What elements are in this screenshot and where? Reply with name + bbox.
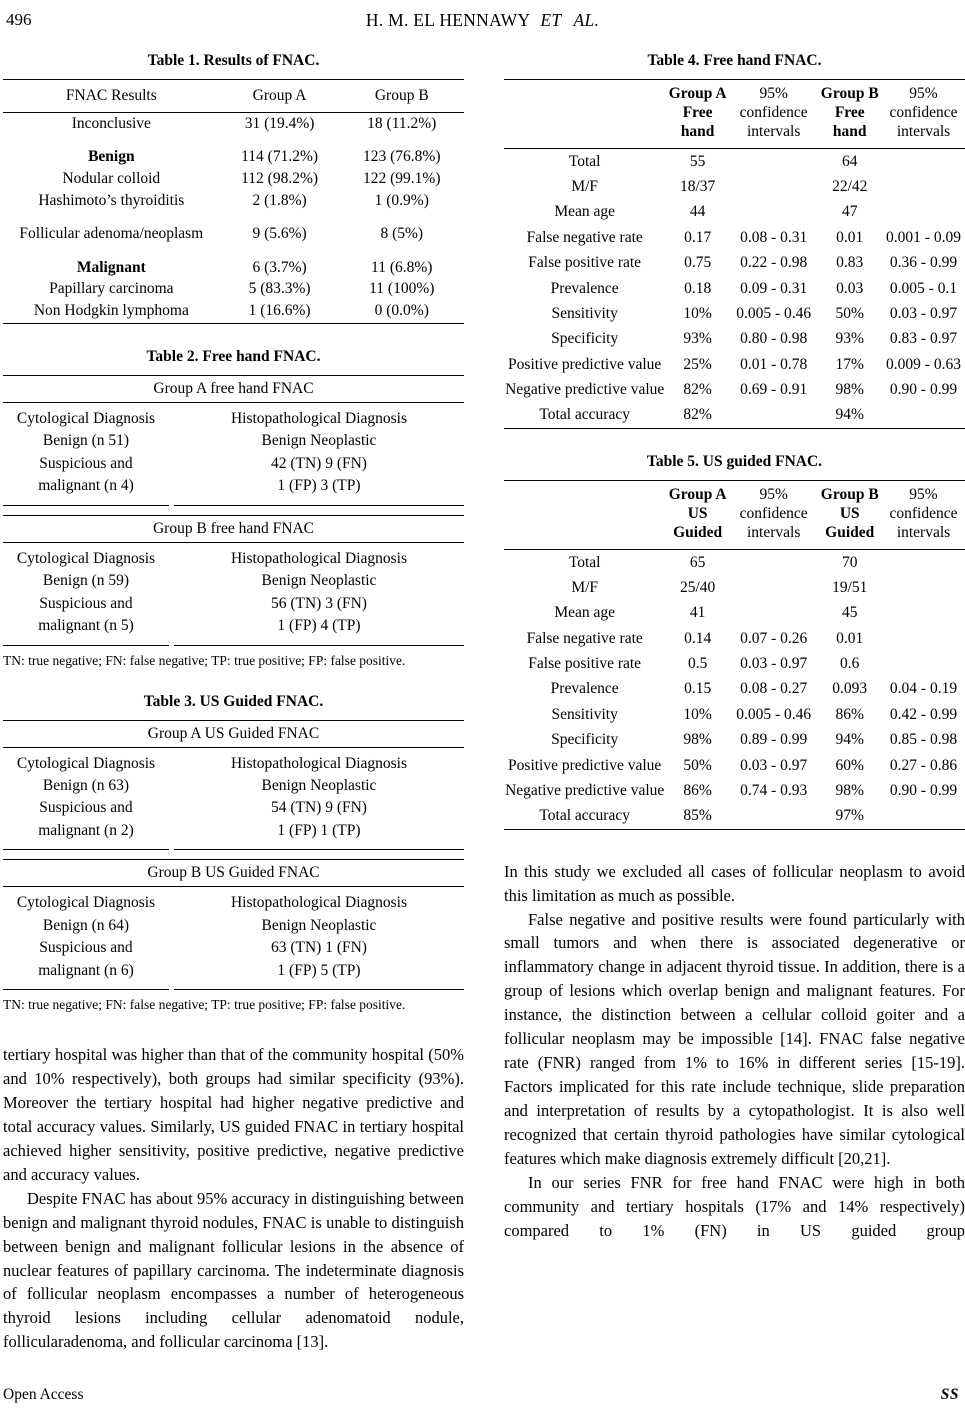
row-label: Positive predictive value bbox=[508, 756, 662, 774]
cell-group-a: 31 (19.4%) bbox=[244, 114, 315, 132]
left-column bbox=[3, 52, 464, 1354]
cell-group-a-ci: 0.80 - 0.98 bbox=[740, 330, 808, 348]
row-label: M/F bbox=[571, 578, 599, 596]
cell-group-a: 2 (1.8%) bbox=[252, 191, 307, 209]
histopathological-diagnosis-cell: Histopathological Diagnosis Benign Neoplastic 54 (TN) 9 (FN) 1 (FP) 1 (TP) bbox=[174, 748, 464, 851]
table-section bbox=[3, 720, 464, 851]
table-row bbox=[504, 199, 965, 224]
cell-group-a-value: 93% bbox=[683, 330, 712, 348]
cytological-diagnosis-cell: Cytological Diagnosis Benign (n 51) Suspicious and malignant (n 4) bbox=[3, 403, 169, 506]
row-label: False negative rate bbox=[526, 629, 643, 647]
cell-group-a-ci: 0.08 - 0.27 bbox=[740, 680, 808, 698]
running-head bbox=[3, 8, 962, 34]
cell-group-a-ci bbox=[730, 402, 818, 428]
table-5-title: Table 5. US guided FNAC. bbox=[646, 452, 823, 470]
cell-group-a-ci: 0.89 - 0.99 bbox=[740, 731, 808, 749]
cell-group-a-value: 41 bbox=[689, 604, 706, 622]
body-text-left bbox=[3, 1043, 464, 1354]
cell-group-b-value: 98% bbox=[835, 781, 864, 799]
cell-group-a: 9 (5.6%) bbox=[252, 225, 307, 243]
cell-group-b-value: 97% bbox=[835, 807, 864, 825]
cell-group-b-value: 0.01 bbox=[836, 228, 864, 246]
column-header-empty bbox=[504, 480, 665, 549]
table-5 bbox=[504, 480, 965, 830]
table-row bbox=[504, 326, 965, 351]
cell-group-b-ci bbox=[882, 199, 965, 224]
cell-group-b-value: 94% bbox=[835, 406, 864, 424]
cytological-diagnosis-cell: Cytological Diagnosis Benign (n 64) Suspicious and malignant (n 6) bbox=[3, 887, 169, 990]
cell-group-a-value: 55 bbox=[689, 152, 706, 170]
cell-group-a-value: 44 bbox=[689, 203, 706, 221]
table-row bbox=[504, 575, 965, 600]
cell-group-a-value: 85% bbox=[683, 807, 712, 825]
row-label: Total accuracy bbox=[539, 807, 630, 825]
cell-group-a: 1 (16.6%) bbox=[248, 302, 311, 320]
cell-group-b-value: 17% bbox=[835, 355, 864, 373]
row-label: Follicular adenoma/neoplasm bbox=[19, 225, 204, 243]
cell-group-b-value: 93% bbox=[835, 330, 864, 348]
table-row bbox=[504, 600, 965, 625]
row-label: Specificity bbox=[551, 731, 619, 749]
paragraph: In this study we excluded all cases of follicular neoplasm to avoid this limitation as much as possible. bbox=[504, 861, 965, 905]
running-title bbox=[3, 10, 962, 31]
table-row bbox=[504, 651, 965, 676]
table-row bbox=[504, 753, 965, 778]
cell-group-a-value: 0.18 bbox=[684, 279, 712, 297]
cell-group-b: 18 (11.2%) bbox=[367, 114, 437, 132]
cell-group-b-ci: 0.03 - 0.97 bbox=[889, 304, 958, 322]
cell-group-a-value: 0.5 bbox=[687, 655, 708, 673]
cell-group-b-ci bbox=[882, 575, 965, 600]
table-4-header-row bbox=[504, 80, 965, 149]
row-label: Total accuracy bbox=[539, 406, 630, 424]
section-row bbox=[3, 403, 464, 506]
table-row bbox=[504, 702, 965, 727]
table-1 bbox=[3, 79, 464, 324]
table-5-header-row bbox=[504, 480, 965, 549]
table-row bbox=[3, 279, 464, 301]
right-column bbox=[504, 52, 965, 1354]
cell-group-a-value: 0.17 bbox=[684, 228, 712, 246]
cell-group-b-value: 60% bbox=[835, 756, 864, 774]
cell-group-a-value: 82% bbox=[683, 381, 712, 399]
row-label: Inconclusive bbox=[71, 114, 151, 132]
table-row bbox=[504, 676, 965, 701]
table-row bbox=[504, 549, 965, 575]
column-header-empty bbox=[504, 80, 665, 149]
row-label: Malignant bbox=[76, 258, 146, 276]
cell-group-b-ci: 0.009 - 0.63 bbox=[886, 355, 961, 373]
cell-group-b-value: 47 bbox=[841, 203, 858, 221]
cell-group-a-value: 10% bbox=[683, 304, 712, 322]
section-header: Group A US Guided FNAC bbox=[3, 720, 464, 748]
cell-group-a-value: 25% bbox=[683, 355, 712, 373]
table-row bbox=[504, 402, 965, 428]
table-section bbox=[3, 859, 464, 990]
row-label: Prevalence bbox=[550, 680, 619, 698]
cell-group-b-ci: 0.90 - 0.99 bbox=[889, 781, 958, 799]
section-row bbox=[3, 887, 464, 990]
table-3-footnote: TN: true negative; FN: false negative; TP: true positive; FP: false positive. bbox=[3, 997, 406, 1013]
row-label: Total bbox=[568, 152, 601, 170]
cell-group-b-value: 0.83 bbox=[836, 254, 864, 272]
column-header: Group B bbox=[340, 80, 464, 113]
cell-group-b-ci bbox=[882, 174, 965, 199]
cell-group-a-value: 0.14 bbox=[684, 629, 712, 647]
cell-group-a-ci: 0.22 - 0.98 bbox=[740, 254, 808, 272]
row-label: False negative rate bbox=[526, 228, 643, 246]
section-row bbox=[3, 543, 464, 646]
section-header: Group B US Guided FNAC bbox=[3, 859, 464, 887]
row-label: Non Hodgkin lymphoma bbox=[33, 302, 189, 320]
open-access-label: Open Access bbox=[3, 1386, 84, 1403]
cell-group-a-ci bbox=[730, 575, 818, 600]
cell-group-a-value: 82% bbox=[683, 406, 712, 424]
table-3 bbox=[3, 720, 464, 991]
cell-group-b-value: 64 bbox=[841, 152, 858, 170]
cytological-diagnosis-cell: Cytological Diagnosis Benign (n 63) Suspicious and malignant (n 2) bbox=[3, 748, 169, 851]
table-row bbox=[504, 803, 965, 829]
table-3-title: Table 3. US Guided FNAC. bbox=[143, 692, 324, 710]
cell-group-a-ci bbox=[730, 600, 818, 625]
cell-group-a-value: 10% bbox=[683, 705, 712, 723]
cell-group-a: 112 (98.2%) bbox=[241, 169, 319, 187]
row-label: Negative predictive value bbox=[505, 781, 665, 799]
body-text-right bbox=[504, 860, 965, 1243]
section-header: Group B free hand FNAC bbox=[3, 515, 464, 543]
cell-group-a-ci: 0.005 - 0.46 bbox=[736, 705, 812, 723]
cell-group-b: 123 (76.8%) bbox=[363, 147, 441, 165]
cell-group-a-ci: 0.69 - 0.91 bbox=[740, 381, 808, 399]
cell-group-a-ci: 0.08 - 0.31 bbox=[740, 228, 808, 246]
cell-group-b-value: 0.01 bbox=[836, 629, 864, 647]
cell-group-b-value: 45 bbox=[841, 604, 858, 622]
table-section bbox=[3, 515, 464, 646]
row-label: Nodular colloid bbox=[62, 169, 161, 187]
histopathological-diagnosis-cell: Histopathological Diagnosis Benign Neoplastic 42 (TN) 9 (FN) 1 (FP) 3 (TP) bbox=[174, 403, 464, 506]
cell-group-b-ci: 0.001 - 0.09 bbox=[886, 228, 961, 246]
cell-group-b-ci bbox=[882, 549, 965, 575]
table-row bbox=[504, 276, 965, 301]
row-label: Prevalence bbox=[550, 279, 619, 297]
cell-group-b-value: 50% bbox=[835, 304, 864, 322]
column-header: Group A bbox=[220, 80, 340, 113]
cell-group-b: 1 (0.9%) bbox=[374, 191, 429, 209]
cell-group-a-value: 0.75 bbox=[684, 254, 712, 272]
table-1-title: Table 1. Results of FNAC. bbox=[147, 52, 320, 69]
column-header: FNAC Results bbox=[3, 80, 220, 113]
cell-group-b-ci bbox=[882, 803, 965, 829]
cell-group-a-ci: 0.07 - 0.26 bbox=[740, 629, 808, 647]
paragraph: tertiary hospital was higher than that of the community hospital (50% and 10% respectively), both groups had similar specificity (93%). Moreover the tertiary hospital had higher negative predictive and total accuracy values. Similarly, US guided FNAC in tertiary hospital achieved higher sensitivity, positive predictive, negative predictive and accuracy values. bbox=[3, 1045, 464, 1184]
table-row bbox=[504, 626, 965, 651]
cell-group-b-ci: 0.90 - 0.99 bbox=[889, 381, 958, 399]
cell-group-b-value: 0.093 bbox=[832, 680, 868, 698]
cell-group-a-value: 65 bbox=[689, 553, 706, 571]
row-label: Hashimoto’s thyroiditis bbox=[38, 191, 185, 209]
histopathological-diagnosis-cell: Histopathological Diagnosis Benign Neoplastic 63 (TN) 1 (FN) 1 (FP) 5 (TP) bbox=[174, 887, 464, 990]
table-row bbox=[3, 246, 464, 279]
cytological-diagnosis-cell: Cytological Diagnosis Benign (n 59) Suspicious and malignant (n 5) bbox=[3, 543, 169, 646]
column-header-ci: 95% confidence intervals bbox=[730, 480, 818, 549]
row-label: Papillary carcinoma bbox=[49, 280, 174, 298]
cell-group-a-value: 86% bbox=[683, 781, 712, 799]
cell-group-b-value: 0.6 bbox=[840, 655, 860, 673]
column-header-group-b: Group B Free hand bbox=[817, 80, 882, 149]
cell-group-b-value: 19/51 bbox=[832, 578, 868, 596]
table-row bbox=[504, 727, 965, 752]
table-2 bbox=[3, 375, 464, 646]
table-row bbox=[504, 352, 965, 377]
cell-group-b-ci: 0.42 - 0.99 bbox=[889, 705, 958, 723]
cell-group-a-ci bbox=[730, 803, 818, 829]
cell-group-b-ci: 0.36 - 0.99 bbox=[889, 254, 958, 272]
cell-group-b: 122 (99.1%) bbox=[363, 169, 441, 187]
column-header-ci: 95% confidence intervals bbox=[882, 80, 965, 149]
cell-group-b: 11 (100%) bbox=[369, 280, 435, 298]
cell-group-a-ci bbox=[730, 174, 818, 199]
row-label: Sensitivity bbox=[551, 705, 618, 723]
table-row bbox=[504, 250, 965, 275]
journal-mark: SS bbox=[940, 1386, 959, 1403]
cell-group-a-ci: 0.09 - 0.31 bbox=[740, 279, 808, 297]
table-row bbox=[504, 377, 965, 402]
cell-group-a-ci bbox=[730, 549, 818, 575]
row-label: M/F bbox=[571, 178, 599, 196]
cell-group-a-value: 0.15 bbox=[684, 680, 712, 698]
table-row bbox=[504, 225, 965, 250]
table-2-block bbox=[3, 348, 464, 669]
section-header: Group A free hand FNAC bbox=[3, 375, 464, 403]
cell-group-b-value: 70 bbox=[841, 553, 858, 571]
running-title-author: H. M. EL HENNAWY bbox=[365, 10, 531, 30]
histopathological-diagnosis-cell: Histopathological Diagnosis Benign Neoplastic 56 (TN) 3 (FN) 1 (FP) 4 (TP) bbox=[174, 543, 464, 646]
table-row bbox=[3, 212, 464, 245]
table-5-block bbox=[504, 453, 965, 830]
paragraph: In our series FNR for free hand FNAC were high in both community and tertiary hospitals (17% and 14% respectively) compared to 1% (FN) in US guided group bbox=[504, 1172, 965, 1240]
cell-group-a-value: 18/37 bbox=[679, 178, 716, 196]
table-row bbox=[3, 301, 464, 323]
cell-group-a-value: 98% bbox=[683, 731, 712, 749]
table-2-footnote: TN: true negative; FN: false negative; TP: true positive; FP: false positive. bbox=[3, 652, 406, 668]
column-header-ci: 95% confidence intervals bbox=[730, 80, 818, 149]
table-row bbox=[504, 301, 965, 326]
page-footer bbox=[3, 1386, 959, 1404]
row-label: Mean age bbox=[554, 203, 616, 221]
running-title-etal: ET AL. bbox=[540, 10, 600, 30]
row-label: Sensitivity bbox=[551, 304, 618, 322]
cell-group-b-value: 22/42 bbox=[832, 178, 868, 196]
paragraph: Despite FNAC has about 95% accuracy in distinguishing between benign and malignant thyroid nodules, FNAC is unable to distinguish between benign and malignant follicular lesions in the absence of nuclear features of papillary carcinoma. The indeterminate diagnosis of follicular neoplasm encompasses a number of heterogeneous thyroid lesions including cellular adenomatoid nodule, follicularadenoma, and follicular carcinoma [13]. bbox=[3, 1188, 464, 1352]
row-label: Benign bbox=[88, 147, 135, 165]
column-header-group-b: Group B US Guided bbox=[817, 480, 882, 549]
cell-group-b-value: 0.03 bbox=[836, 279, 864, 297]
cell-group-a-ci: 0.03 - 0.97 bbox=[740, 756, 808, 774]
cell-group-b-ci bbox=[882, 626, 965, 651]
table-row bbox=[3, 135, 464, 168]
cell-group-a: 6 (3.7%) bbox=[252, 258, 307, 276]
cell-group-b-ci: 0.27 - 0.86 bbox=[889, 756, 958, 774]
cell-group-a-value: 50% bbox=[683, 756, 712, 774]
table-row bbox=[3, 190, 464, 212]
cell-group-a-ci bbox=[730, 199, 818, 224]
cell-group-a-ci: 0.01 - 0.78 bbox=[740, 355, 808, 373]
row-label: Specificity bbox=[551, 330, 619, 348]
cell-group-a-value: 25/40 bbox=[679, 578, 716, 596]
table-row bbox=[504, 778, 965, 803]
row-label: Positive predictive value bbox=[508, 355, 662, 373]
table-row bbox=[3, 113, 464, 135]
table-row bbox=[504, 174, 965, 199]
row-label: Negative predictive value bbox=[505, 381, 665, 399]
cell-group-b-ci: 0.83 - 0.97 bbox=[889, 330, 958, 348]
cell-group-b-value: 94% bbox=[835, 731, 864, 749]
table-2-title: Table 2. Free hand FNAC. bbox=[146, 347, 321, 365]
cell-group-a-ci bbox=[730, 148, 818, 174]
cell-group-b-ci bbox=[882, 600, 965, 625]
cell-group-a-ci: 0.74 - 0.93 bbox=[740, 781, 808, 799]
cell-group-b-ci: 0.005 - 0.1 bbox=[889, 279, 958, 297]
cell-group-a-ci: 0.005 - 0.46 bbox=[736, 304, 812, 322]
cell-group-b-value: 86% bbox=[835, 705, 864, 723]
table-3-block bbox=[3, 693, 464, 1014]
page-number: 496 bbox=[6, 10, 32, 29]
table-1-header-row bbox=[3, 80, 464, 113]
cell-group-b-ci bbox=[882, 402, 965, 428]
table-section bbox=[3, 375, 464, 506]
column-header-ci: 95% confidence intervals bbox=[882, 480, 965, 549]
row-label: Total bbox=[568, 553, 601, 571]
column-header-group-a: Group A Free hand bbox=[665, 80, 730, 149]
cell-group-b-ci bbox=[882, 148, 965, 174]
row-label: False positive rate bbox=[528, 655, 642, 673]
cell-group-a: 5 (83.3%) bbox=[248, 280, 311, 298]
paragraph: False negative and positive results were found particularly with small tumors and when there is associated degenerative or inflammatory change in adjacent thyroid tissue. In addition, there is a group of lesions which overlap benign and malignant features. For instance, the distinction between a cellular colloid goiter and a follicular neoplasm may be impossible [14]. FNAC false negative rate (FNR) ranged from 1% to 16% in different series [15-19]. Factors implicated for this rate include technique, slide preparation and interpretation of results by a cytopathologist. It is also well recognized that certain thyroid pathologies have similar cytological features which make diagnosis extremely difficult [20,21]. bbox=[504, 909, 965, 1168]
cell-group-b-ci bbox=[882, 651, 965, 676]
table-4-block bbox=[504, 52, 965, 429]
table-4 bbox=[504, 79, 965, 429]
cell-group-a-ci: 0.03 - 0.97 bbox=[740, 655, 808, 673]
two-column-layout bbox=[3, 52, 965, 1354]
section-row bbox=[3, 748, 464, 851]
table-4-title: Table 4. Free hand FNAC. bbox=[647, 52, 822, 69]
row-label: Mean age bbox=[554, 604, 616, 622]
cell-group-a: 114 (71.2%) bbox=[241, 147, 319, 165]
table-row bbox=[3, 168, 464, 190]
column-header-group-a: Group A US Guided bbox=[665, 480, 730, 549]
table-1-block bbox=[3, 52, 464, 324]
cell-group-b-ci: 0.04 - 0.19 bbox=[889, 680, 958, 698]
row-label: False positive rate bbox=[528, 254, 642, 272]
cell-group-b: 11 (6.8%) bbox=[371, 258, 433, 276]
table-row bbox=[504, 148, 965, 174]
cell-group-b-value: 98% bbox=[835, 381, 864, 399]
cell-group-b-ci: 0.85 - 0.98 bbox=[889, 731, 958, 749]
cell-group-b: 8 (5%) bbox=[380, 225, 424, 243]
cell-group-b: 0 (0.0%) bbox=[374, 302, 429, 320]
